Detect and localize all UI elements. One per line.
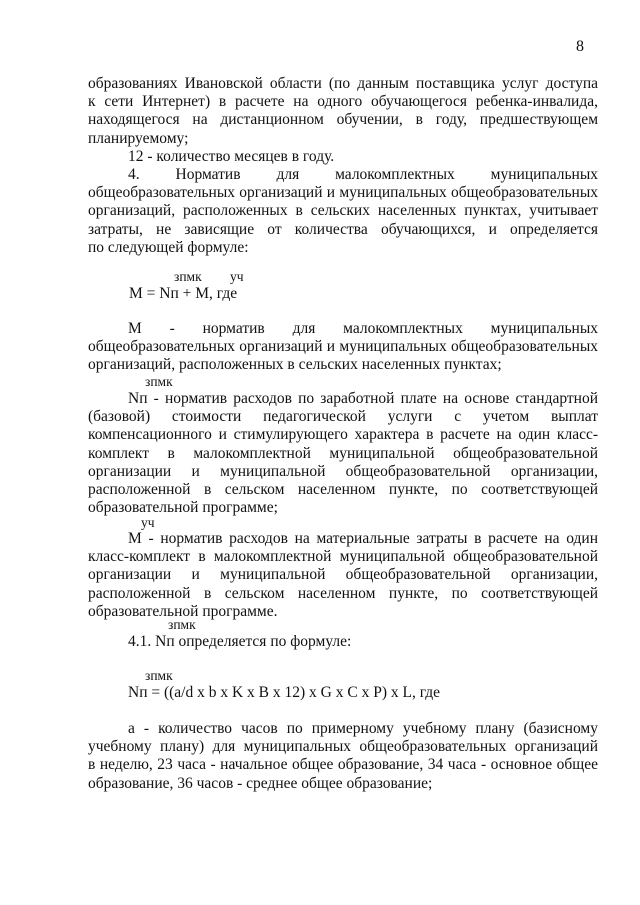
text-line: расположенной в сельском населенном пункте, по соответствующей — [88, 481, 598, 499]
text-line: организаций, расположенных в сельских населенных пунктах; — [88, 356, 502, 374]
text-line: a - количество часов по примерному учебному плану (базисному — [128, 720, 598, 737]
paragraph-definitions — [88, 320, 598, 375]
text-line: организаций, расположенных в сельских населенных пунктах, учитывает — [88, 202, 598, 220]
paragraph-continuation — [88, 75, 598, 166]
paragraph-definition-nn — [88, 390, 598, 517]
formula-main: M = Nп + M, где — [129, 285, 238, 302]
text-line: учебному плану) для муниципальных общеобразовательных организаций — [88, 738, 598, 756]
formula-superscript: уч — [230, 269, 244, 284]
paragraph-item-4 — [88, 166, 598, 257]
text-line: Nп - норматив расходов по заработной плате на основе стандартной — [128, 390, 598, 407]
text-line: образование, 36 часов - среднее общее образование; — [88, 774, 433, 792]
text-line: общеобразовательных организаций и муниципальных общеобразовательных — [88, 184, 598, 202]
text-line: в неделю, 23 часа - начальное общее образование, 34 часа - основное общее — [88, 756, 598, 774]
formula-superscript: зпмк — [145, 374, 173, 389]
text-line: организации и муниципальной общеобразовательной организации, — [88, 566, 598, 584]
text-line: общеобразовательных организаций и муниципальных общеобразовательных — [88, 338, 598, 356]
text-line: комплект в малокомплектной муниципальной общеобразовательной — [88, 444, 598, 462]
text-line: по следующей формуле: — [88, 238, 249, 256]
formula-superscript: зпмк — [168, 617, 196, 632]
text-line: M - норматив расходов на материальные затраты в расчете на один — [128, 530, 598, 547]
text-line: находящегося на дистанционном обучении, в году, предшествующем — [88, 111, 598, 129]
text-line: расположенной в сельском населенном пункте, по соответствующей — [88, 584, 598, 602]
paragraph-definition-m — [88, 530, 598, 621]
formula-superscript: зпмк — [145, 668, 173, 683]
subsection-4-1: 4.1. Nп определяется по формуле: — [128, 633, 352, 650]
text-line: образовательной программе. — [88, 602, 278, 620]
page-number: 8 — [576, 38, 584, 55]
formula-superscript: зпмк — [174, 269, 202, 284]
text-line: затраты, не зависящие от количества обучающихся, и определяется — [88, 220, 598, 238]
text-line: образовательной программе; — [88, 499, 278, 517]
paragraph-a-definition — [88, 720, 598, 793]
text-line: организации и муниципальной общеобразовательной организации, — [88, 462, 598, 480]
formula-superscript: уч — [141, 515, 155, 530]
text-line: 4. Норматив для малокомплектных муниципальных — [128, 166, 598, 183]
text-line: компенсационного и стимулирующего характера в расчете на один класс- — [88, 426, 598, 444]
formula-main: Nп = ((a/d x b x K x B x 12) x G x C x P) x L, где — [128, 684, 441, 701]
text-line: образованиях Ивановской области (по данным поставщика услуг доступа — [88, 75, 598, 92]
text-line: класс-комплект в малокомплектной муниципальной общеобразовательной — [88, 548, 598, 566]
text-line: к сети Интернет) в расчете на одного обучающегося ребенка-инвалида, — [88, 93, 598, 111]
text-line: M - норматив для малокомплектных муниципальных — [128, 320, 598, 337]
text-line: 12 - количество месяцев в году. — [128, 147, 335, 165]
text-line: планируемому; — [88, 129, 189, 147]
text-line: (базовой) стоимости педагогической услуги с учетом выплат — [88, 408, 598, 426]
